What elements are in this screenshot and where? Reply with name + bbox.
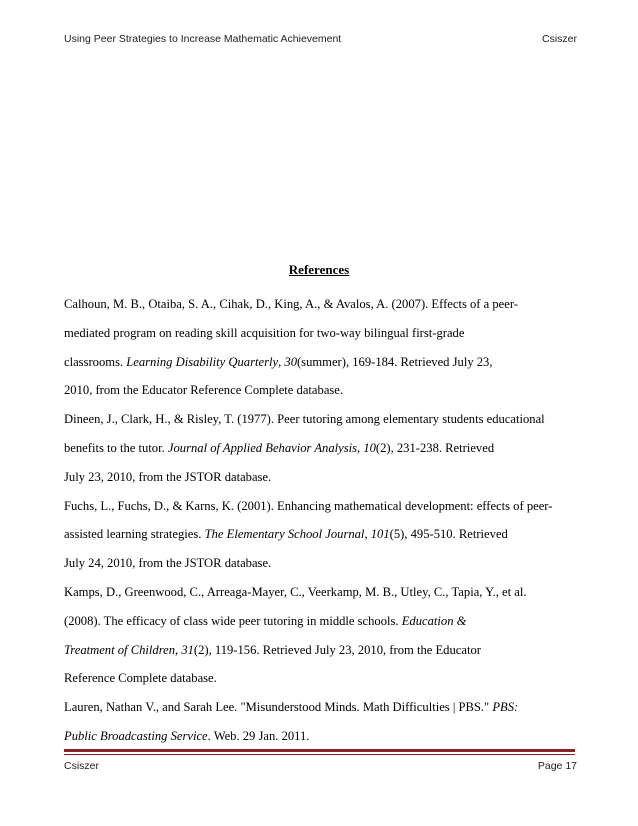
italic-text: Treatment of Children bbox=[64, 642, 176, 657]
reference-list bbox=[64, 290, 574, 751]
reference-line bbox=[64, 607, 574, 636]
reference-text: , bbox=[364, 527, 371, 542]
reference-text: assisted learning strategies. bbox=[64, 527, 205, 542]
reference-text: (2), 119-156. Retrieved July 23, 2010, from the Educator bbox=[193, 642, 481, 657]
reference-text: Reference Complete database. bbox=[64, 671, 217, 686]
italic-text: PBS: bbox=[492, 700, 519, 715]
references-heading-text: References bbox=[288, 262, 350, 277]
reference-text: 2010, from the Educator Reference Complete database. bbox=[64, 383, 344, 398]
running-header-title: Using Peer Strategies to Increase Mathematic Achievement bbox=[64, 33, 342, 45]
reference-text: , bbox=[278, 354, 285, 369]
references-heading bbox=[0, 262, 638, 278]
reference-line bbox=[64, 405, 574, 434]
italic-text: Journal of Applied Behavior Analysis bbox=[167, 440, 358, 455]
reference-line bbox=[64, 664, 574, 693]
reference-entry bbox=[64, 578, 574, 693]
reference-line bbox=[64, 636, 574, 665]
reference-entry bbox=[64, 290, 574, 405]
reference-line bbox=[64, 348, 574, 377]
reference-line bbox=[64, 492, 574, 521]
reference-line bbox=[64, 549, 574, 578]
italic-text: Public Broadcasting Service bbox=[64, 728, 208, 743]
reference-text: (2), 231-238. Retrieved bbox=[375, 440, 495, 455]
reference-line bbox=[64, 463, 574, 492]
footer-author: Csiszer bbox=[64, 760, 100, 772]
reference-line bbox=[64, 578, 574, 607]
footer-rule-thin bbox=[64, 754, 575, 755]
reference-line bbox=[64, 520, 574, 549]
italic-text: Learning Disability Quarterly bbox=[126, 354, 279, 369]
reference-text: , bbox=[357, 440, 364, 455]
reference-line bbox=[64, 376, 574, 405]
reference-line bbox=[64, 319, 574, 348]
reference-text: Dineen, J., Clark, H., & Risley, T. (1977). Peer tutoring among elementary students educational bbox=[64, 412, 545, 427]
italic-text: 31 bbox=[181, 642, 194, 657]
reference-text: classrooms. bbox=[64, 354, 127, 369]
italic-text: The Elementary School Journal bbox=[204, 527, 365, 542]
reference-line bbox=[64, 290, 574, 319]
reference-text: benefits to the tutor. bbox=[64, 440, 168, 455]
reference-text: (summer), 169-184. Retrieved July 23, bbox=[296, 354, 493, 369]
reference-line bbox=[64, 434, 574, 463]
reference-entry bbox=[64, 405, 574, 491]
page-number: Page 17 bbox=[537, 760, 577, 772]
footer-rule-thick bbox=[64, 749, 575, 752]
reference-text: , bbox=[175, 642, 182, 657]
reference-text: Fuchs, L., Fuchs, D., & Karns, K. (2001). Enhancing mathematical development: effects of peer- bbox=[64, 498, 553, 513]
reference-entry bbox=[64, 693, 574, 751]
italic-text: 10 bbox=[363, 440, 376, 455]
reference-line bbox=[64, 693, 574, 722]
reference-text: Lauren, Nathan V., and Sarah Lee. "Misunderstood Minds. Math Difficulties | PBS." bbox=[64, 700, 493, 715]
reference-text: (5), 495-510. Retrieved bbox=[389, 527, 508, 542]
reference-text: July 24, 2010, from the JSTOR database. bbox=[64, 556, 272, 571]
reference-entry bbox=[64, 492, 574, 578]
italic-text: 30 bbox=[284, 354, 297, 369]
reference-text: (2008). The efficacy of class wide peer tutoring in middle schools. bbox=[64, 613, 402, 628]
italic-text: Education & bbox=[401, 613, 467, 628]
running-header-author: Csiszer bbox=[541, 33, 577, 45]
reference-text: Calhoun, M. B., Otaiba, S. A., Cihak, D., King, A., & Avalos, A. (2007). Effects of a peer- bbox=[64, 297, 519, 311]
reference-text: . Web. 29 Jan. 2011. bbox=[207, 728, 310, 743]
reference-text: July 23, 2010, from the JSTOR database. bbox=[64, 469, 272, 484]
reference-line bbox=[64, 722, 574, 751]
reference-text: mediated program on reading skill acquisition for two-way bilingual first-grade bbox=[64, 325, 465, 340]
italic-text: 101 bbox=[370, 527, 390, 542]
reference-text: Kamps, D., Greenwood, C., Arreaga-Mayer, C., Veerkamp, M. B., Utley, C., Tapia, Y., et al. bbox=[64, 584, 527, 599]
